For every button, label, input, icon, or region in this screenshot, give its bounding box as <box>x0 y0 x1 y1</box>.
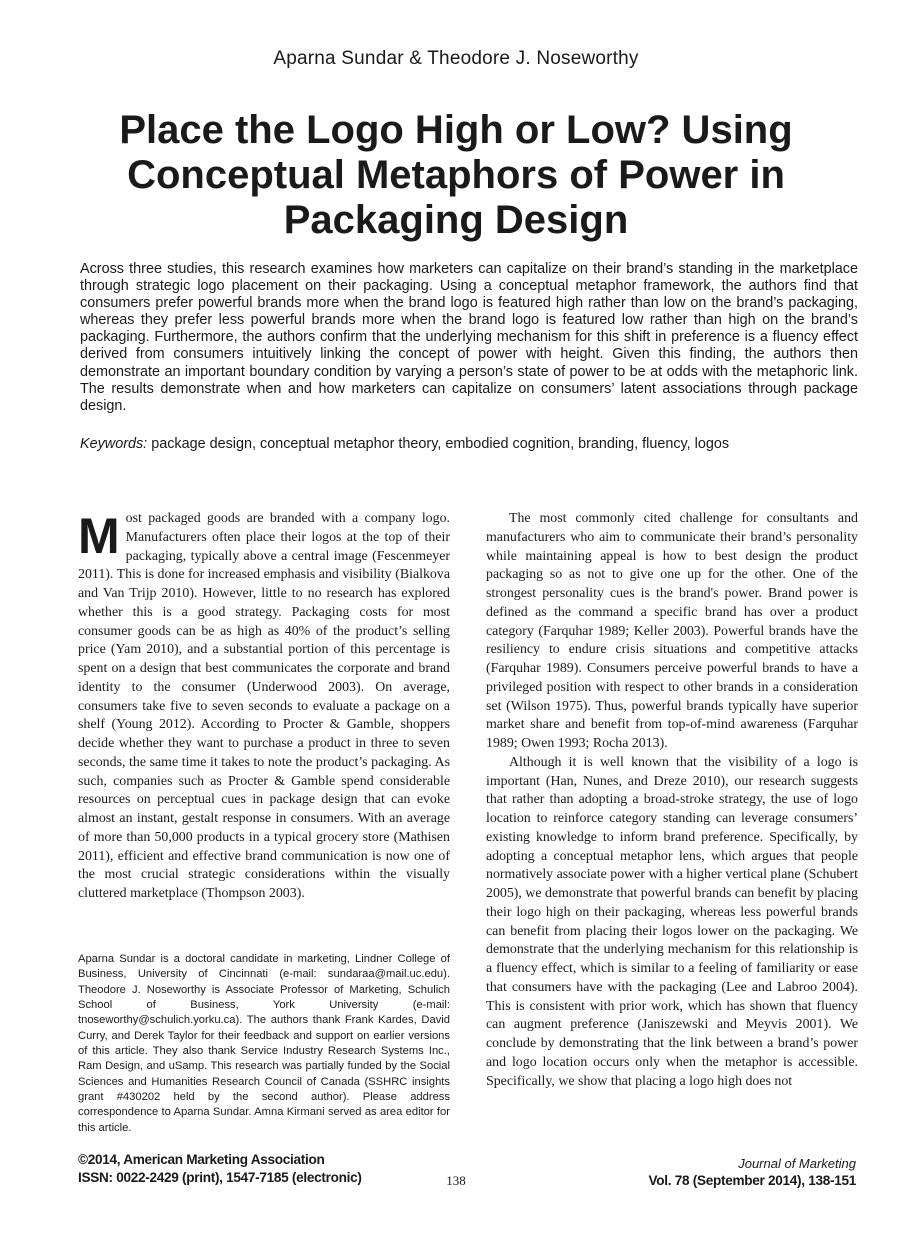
article-title: Place the Logo High or Low? Using Conceptual Metaphors of Power in Packaging Design <box>119 108 793 242</box>
body-column-left <box>78 510 450 904</box>
issn-line: ISSN: 0022-2429 (print), 1547-7185 (electronic) <box>78 1170 362 1185</box>
author-footnote: Aparna Sundar is a doctoral candidate in marketing, Lindner College of Business, University of Cincinnati (e-mail: sundaraa@mail.uc.edu). Theodore J. Noseworthy is Associate Professor of Marketing, Schulich School of Business, York University (e-mail: tnoseworthy@schulich.yorku.ca). The authors thank Frank Kardes, David Curry, and Derek Taylor for their feedback and support on earlier versions of this article. They also thank Service Industry Research Systems Inc., Ram Design, and uSamp. This research was partially funded by the Social Sciences and Humanities Research Council of Canada (SSHRC insights grant #430202 held by the second author). Please address correspondence to Aparna Sundar. Amna Kirmani served as area editor for this article. <box>78 953 450 1134</box>
keywords-text: package design, conceptual metaphor theory, embodied cognition, branding, fluency, logos <box>151 436 730 452</box>
body-column-right <box>486 510 858 1091</box>
copyright-line: ©2014, American Marketing Association <box>78 1152 325 1167</box>
drop-cap: M <box>78 508 120 564</box>
volume-info: Vol. 78 (September 2014), 138-151 <box>648 1173 856 1188</box>
body-paragraph-2: Although it is well known that the visibility of a logo is important (Han, Nunes, and Dreze 2010), our research suggests that rather than adopting a broad-stroke strategy, the use of logo location to reinforce category standing can leverage consumers’ existing knowledge to inform brand preference. Specifically, by adopting a conceptual metaphor lens, which argues that people normatively associate power with a higher vertical plane (Schubert 2005), we demonstrate that powerful brands can benefit by placing their logo high on their packaging, whereas less powerful brands can benefit from placing their logos lower on the packaging. We demonstrate that the underlying mechanism for this relationship is a fluency effect, which is similar to a feeling of familiarity or ease that consumers have with the packaging (Lee and Labroo 2004). This is consistent with prior work, which has shown that fluency can augment preference (Janiszewski and Meyvis 2001). We conclude by demonstrating that the link between a brand’s power and logo location occurs only when the metaphor is accessible. Specifically, we show that placing a logo high does not <box>486 754 858 1089</box>
keywords <box>80 436 858 453</box>
author-line: Aparna Sundar & Theodore J. Noseworthy <box>273 48 639 69</box>
footer-journal <box>649 1155 856 1189</box>
intro-paragraph-text: ost packaged goods are branded with a company logo. Manufacturers often place their logos at the top of their packaging, typically above a central image (Fescenmeyer 2011). This is done for increased emphasis and visibility (Bialkova and Van Trijp 2010). However, little to no research has explored whether this is a good strategy. Packaging costs for most consumer goods can be as high as 40% of the product’s selling price (Yam 2010), and a substantial portion of this percentage is spent on a design that best communicates the corporate and brand identity to the consumer (Underwood 2003). On average, consumers take five to seven seconds to evaluate a package on a shelf (Young 2012). According to Procter & Gamble, shoppers decide whether they want to purchase a product in three to seven seconds, the same time it takes to note the product’s packaging. As such, companies such as Procter & Gamble spend considerable resources on perceptual cues in package design that can evoke almost an instant, gestalt response in consumers. With an average of more than 50,000 products in a typical grocery store (Mathisen 2011), efficient and effective brand communication is now one of the most crucial strategic considerations within the visually cluttered marketplace (Thompson 2003). <box>78 511 450 901</box>
page-number: 138 <box>446 1173 466 1188</box>
intro-paragraph <box>78 510 450 904</box>
journal-name: Journal of Marketing <box>738 1156 856 1171</box>
abstract: Across three studies, this research examines how marketers can capitalize on their brand’s standing in the marketplace through strategic logo placement on their packaging. Using a conceptual metaphor framework, the authors find that consumers prefer powerful brands more when the brand logo is featured high rather than low on the brand’s packaging, whereas they prefer less powerful brands more when the brand logo is featured low rather than high on the brand’s packaging. Furthermore, the authors confirm that the underlying mechanism for this shift in preference is a fluency effect derived from consumers intuitively linking the concept of power with height. Given this finding, the authors then demonstrate an important boundary condition by varying a person’s state of power to be at odds with the metaphoric link. The results demonstrate when and how marketers can capitalize on consumers’ latent associations through package design. <box>80 261 858 414</box>
keywords-label: Keywords: <box>80 436 148 452</box>
body-paragraph-1: The most commonly cited challenge for consultants and manufacturers who aim to communicate their brand’s personality while maintaining appeal is how to best design the product packaging so as not to give one up for the other. One of the strongest personality cues is the brand's power. Brand power is defined as the command a specific brand has over a product category (Farquhar 1989; Keller 2003). Powerful brands have the resiliency to endure crisis situations and competitive attacks (Farquhar 1989). Consumers perceive powerful brands to have a privileged position with respect to other brands in a consideration set (Wilson 1975). Thus, powerful brands typically have superior market share and benefit from top-of-mind awareness (Farquhar 1989; Owen 1993; Rocha 2013). <box>486 511 858 751</box>
